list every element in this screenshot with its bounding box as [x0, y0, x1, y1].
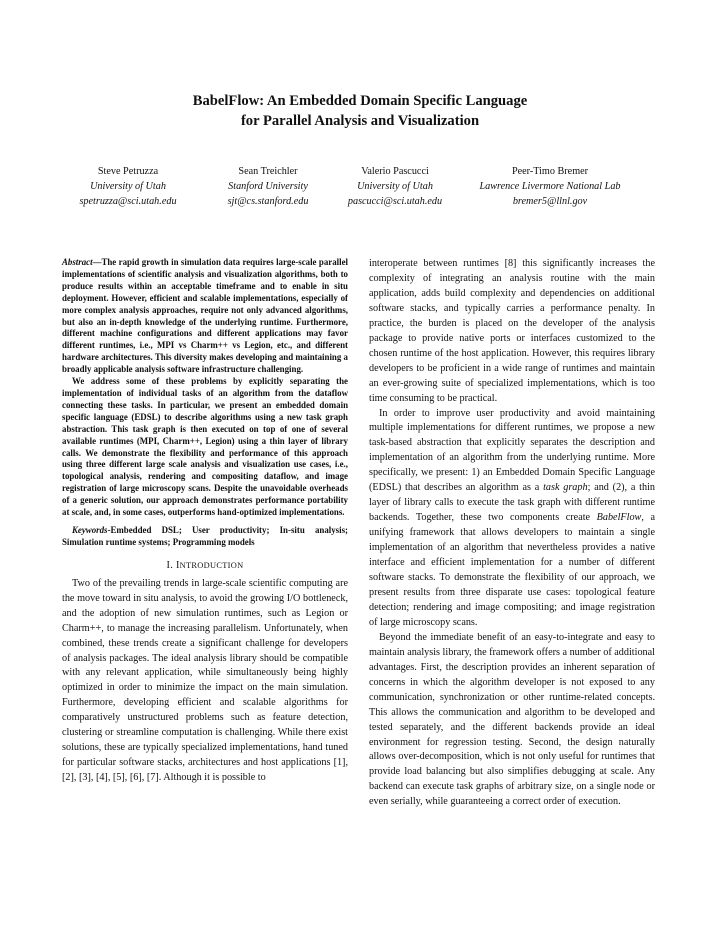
section-heading-introduction [62, 560, 348, 571]
author-affiliation: University of Utah [357, 181, 433, 192]
author-email: sjt@cs.stanford.edu [227, 196, 309, 207]
author-name: Valerio Pascucci [361, 166, 429, 177]
author-affiliation: Stanford University [228, 181, 308, 192]
author-name: Sean Treichler [238, 166, 298, 177]
title-line-2: for Parallel Analysis and Visualization [240, 113, 480, 129]
author-affiliation: University of Utah [90, 181, 166, 192]
intro-paragraph-2 [369, 407, 655, 631]
intro-p2-a: In order to improve user productivity and avoid maintaining multiple implementations for different runtimes, we propose a new task-based abstraction that explicitly separates the description and implementation of an algorithm from the underlying runtime. More specifically, we present: 1) an Embedded Domain Specific Language (EDSL) that describes an algorithm as a [369, 407, 655, 494]
abstract-paragraph-1 [62, 257, 348, 376]
author-name: Steve Petruzza [97, 166, 159, 177]
author-email: spetruzza@sci.utah.edu [79, 196, 177, 207]
author-3 [330, 164, 460, 209]
term-task-graph: task graph [543, 482, 588, 494]
abstract-text-1: —The rapid growth in simulation data requires large-scale parallel implementations of scientific analysis and visualization algorithms, both to produce results within an acceptable timeframe and to enable in situ deployment. However, efficient and scalable implementations, especially of more complex analysis approaches, require not only advanced algorithms, but also an in-depth knowledge of the underlying runtime. Furthermore, different machine configurations and different applications may favor different runtimes, i.e., MPI vs Charm++ vs Legion, etc., and different hardware architectures. This diversity makes developing and maintaining a broadly applicable analysis software infrastructure challenging. [62, 257, 348, 375]
keywords-text: -Embedded DSL; User productivity; In-situ analysis; Simulation runtime systems; Programming models [62, 524, 348, 547]
intro-paragraph-1-continued: interoperate between runtimes [8] this significantly increases the complexity of integrating an analysis routine with the main application, adds build complexity and dependencies on additional software stacks, and typically carries a performance penalty. In practice, the burden is placed on the developer of the analysis package to provide native ports or interfaces customized to the chosen runtime of the host application. However, this requires library developers to be proficient in a wide range of runtimes and maintain an ever-growing suite of specialized implementations, which is too time consuming to be practical. [369, 258, 655, 404]
left-column [62, 257, 348, 786]
intro-paragraph-1: Two of the prevailing trends in large-scale scientific computing are the move toward in situ analysis, to avoid the growing I/O bottleneck, and the adoption of new simulation runtimes, such as Legion or Charm++, to manage the increasing parallelism. Unfortunately, when combined, these trends create a significant challenge for developers of analysis packages. The ideal analysis library should be compatible with any relevant application, while simultaneously being highly optimized in order to minimize the impact on the main simulation. Furthermore, developing efficient and scalable algorithms for comparatively unstructured problems such as feature detection, clustering or streamline computation is challenging. While there exist solutions, these are typically specialized implementations, hand tuned for particular software stacks, architectures and host applications [1], [2], [3], [4], [5], [6], [7]. Although it is possible to [62, 577, 348, 784]
title-line-1: BabelFlow: An Embedded Domain Specific Language [192, 93, 528, 109]
author-2 [208, 164, 328, 209]
term-babelflow: BabelFlow [596, 512, 642, 524]
intro-p2-b: ; and (2), a thin layer of library calls to execute the task graph with different runtime backends. Together, these two components create [369, 482, 656, 524]
right-column [369, 257, 655, 810]
author-affiliation: Lawrence Livermore National Lab [479, 181, 621, 192]
author-email: pascucci@sci.utah.edu [347, 196, 443, 207]
section-numeral: I. [166, 559, 176, 571]
intro-paragraph-3: Beyond the immediate benefit of an easy-to-integrate and easy to maintain analysis library, the framework offers a number of additional advantages. First, the description provides an inherent separation of concerns in which the algorithm developer is not exposed to any communication, synchronization or other runtime-related concepts. This allows the communication and algorithm to be developed and tested separately, and the different backends provide an ideal environment for regression testing. Second, the design naturally allows over-decomposition, which is not only useful for runtimes that provide load balancing but also simplifies debugging at scale. Any backend can execute task graphs of arbitrary size, on a single node or even serially, while guaranteeing a correct order of execution. [369, 631, 656, 808]
abstract-label: Abstract [62, 257, 93, 267]
intro-p2-c: , a unifying framework that allows developers to maintain a single implementation of an algorithm that nevertheless provides a native interface and efficient implementation for a number of different software stacks. To demonstrate the flexibility of our approach, we present results from three disparate use cases: topological feature detection; rendering and image compositing; and image registration of large microscopy scans. [369, 512, 655, 628]
keywords [62, 525, 348, 549]
keywords-label: Keywords [72, 524, 108, 535]
author-1 [68, 164, 188, 209]
section-title-rest: NTRODUCTION [179, 560, 244, 570]
paper-title [0, 91, 720, 131]
author-4 [470, 164, 630, 209]
section-first-letter: I [175, 559, 180, 571]
author-name: Peer-Timo Bremer [511, 166, 589, 177]
author-email: bremer5@llnl.gov [512, 196, 588, 207]
abstract-paragraph-2: We address some of these problems by explicitly separating the implementation of individual tasks of an algorithm from the dataflow connecting these tasks. In particular, we present an embedded domain specific language (EDSL) to describe algorithms using a new task graph abstraction. This task graph is then executed on top of one of several available runtimes (MPI, Charm++, Legion) using a thin layer of library calls. We demonstrate the flexibility and performance of this approach using three different large scale analysis and visualization use cases, i.e., topological analysis, rendering and compositing dataflow, and image registration of large microscopy scans. Despite the unavoidable overheads of a generic solution, our approach demonstrates performance portability at scale, and, in some cases, outperforms hand-optimized implementations. [62, 376, 348, 518]
